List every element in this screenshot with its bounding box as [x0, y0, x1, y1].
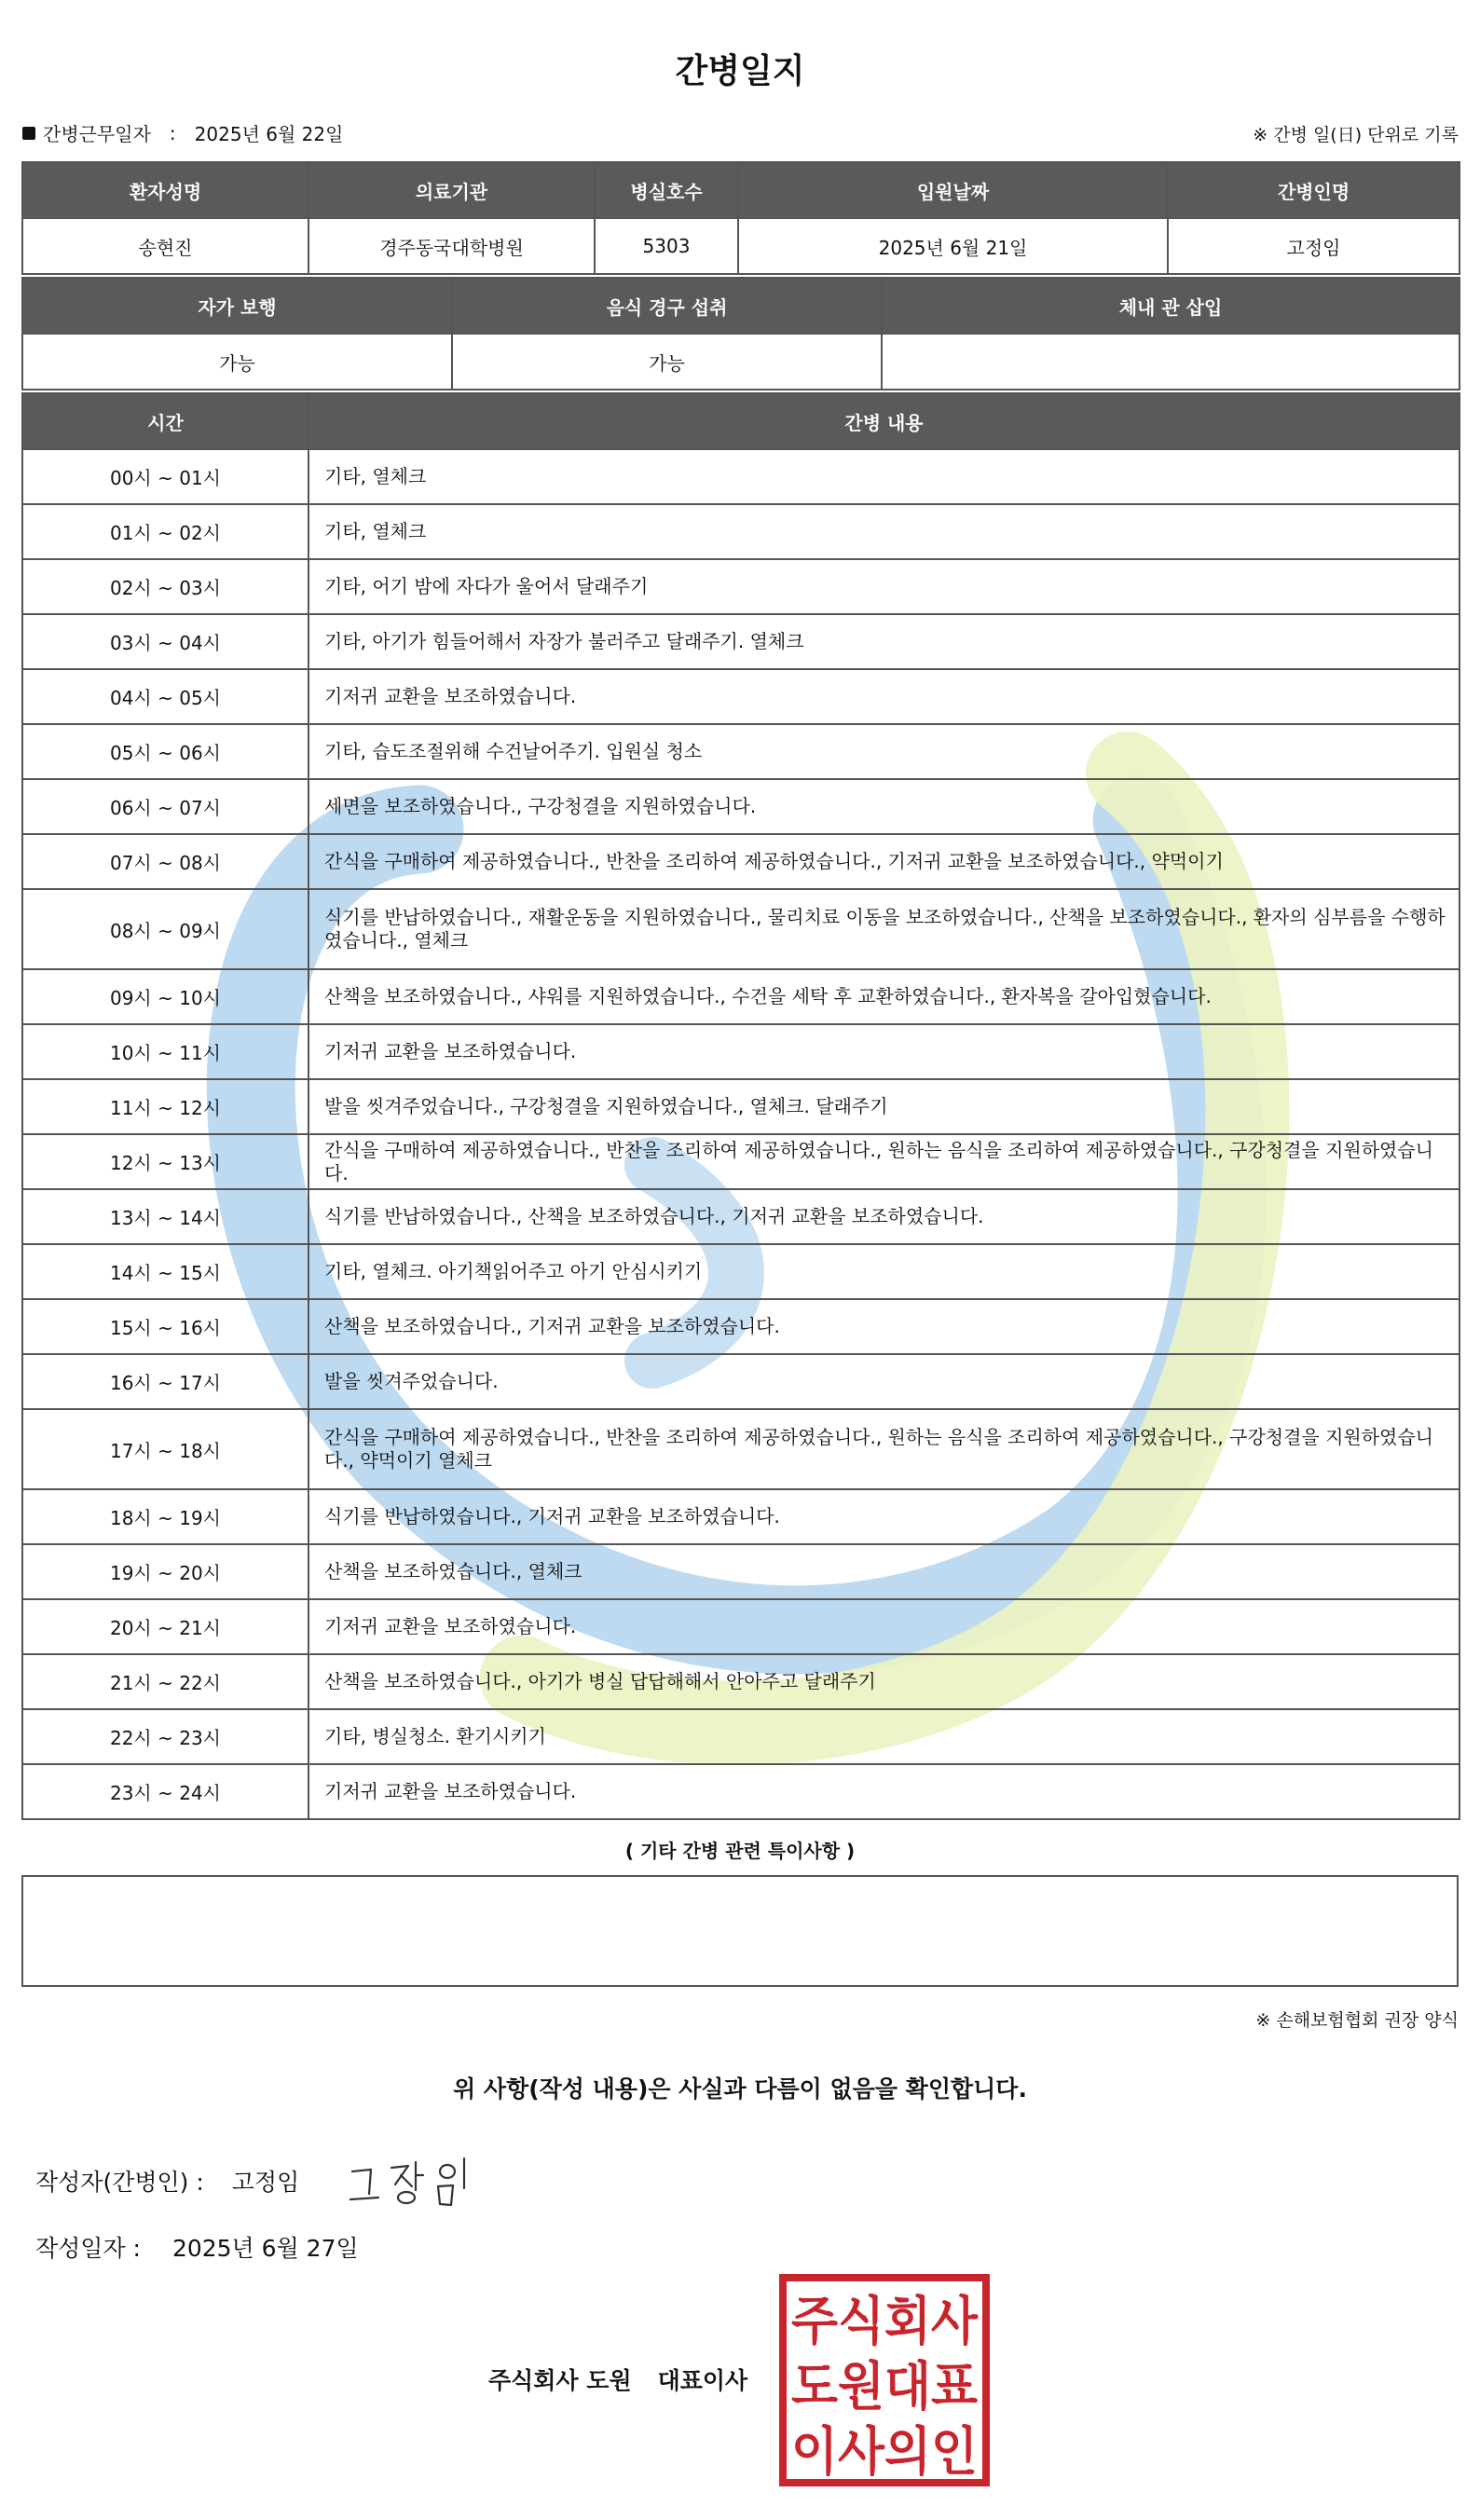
log-content: 기타, 습도조절위해 수건날어주기. 입원실 청소 — [308, 724, 1459, 779]
header-room-number: 병실호수 — [595, 162, 738, 218]
log-time: 07시 ~ 08시 — [22, 834, 308, 889]
writer-label: 작성자(간병인) : — [35, 2169, 204, 2196]
header-caregiver-name: 간병인명 — [1168, 162, 1459, 218]
company-name: 주식회사 도원 — [488, 2367, 632, 2394]
log-content: 기타, 열체크 — [308, 449, 1459, 504]
other-notes-title: ( 기타 간병 관련 특이사항 ) — [624, 1840, 856, 1862]
log-time: 09시 ~ 10시 — [22, 969, 308, 1024]
log-time: 16시 ~ 17시 — [22, 1354, 308, 1409]
log-time: 03시 ~ 04시 — [22, 614, 308, 669]
care-log-table — [21, 392, 1460, 1820]
log-content: 식기를 반납하였습니다., 기저귀 교환을 보조하였습니다. — [308, 1489, 1459, 1544]
header-time: 시간 — [22, 393, 308, 449]
header-tube-insertion: 체내 관 삽입 — [882, 278, 1459, 334]
log-content: 산책을 보조하였습니다., 아기가 병실 답답해해서 안아주고 달래주기 — [308, 1654, 1459, 1709]
log-content: 식기를 반납하였습니다., 산책을 보조하였습니다., 기저귀 교환을 보조하였습니다. — [308, 1189, 1459, 1244]
writer-row — [35, 2164, 299, 2198]
log-content: 간식을 구매하여 제공하였습니다., 반찬을 조리하여 제공하였습니다., 원하는 음식을 조리하여 제공하였습니다., 구강청결을 지원하였습니다., 약먹이기 열체크 — [308, 1409, 1459, 1489]
header-self-walking: 자가 보행 — [22, 278, 452, 334]
other-notes-box — [21, 1875, 1459, 1987]
log-content: 기저귀 교환을 보조하였습니다. — [308, 1764, 1459, 1819]
header-patient-name: 환자성명 — [22, 162, 308, 218]
unit-note: ※ 간병 일(日) 단위로 기록 — [1253, 125, 1459, 145]
log-time: 06시 ~ 07시 — [22, 779, 308, 834]
header-care-content: 간병 내용 — [308, 393, 1459, 449]
log-content: 산책을 보조하였습니다., 열체크 — [308, 1544, 1459, 1599]
log-time: 20시 ~ 21시 — [22, 1599, 308, 1654]
log-content: 산책을 보조하였습니다., 샤워를 지원하였습니다., 수건을 세탁 후 교환하였습니다., 환자복을 갈아입혔습니다. — [308, 969, 1459, 1024]
log-time: 17시 ~ 18시 — [22, 1409, 308, 1489]
room-number: 5303 — [595, 218, 738, 274]
log-time: 21시 ~ 22시 — [22, 1654, 308, 1709]
bullet-square-icon — [22, 127, 35, 140]
patient-name: 송현진 — [22, 218, 308, 274]
header-admission-date: 입원날짜 — [738, 162, 1168, 218]
log-content: 기타, 아기가 힘들어해서 자장가 불러주고 달래주기. 열체크 — [308, 614, 1459, 669]
tube-insertion-value — [882, 334, 1459, 390]
log-time: 04시 ~ 05시 — [22, 669, 308, 724]
standard-form-note: ※ 손해보험협회 권장 양식 — [1255, 2010, 1459, 2031]
work-date-separator: : — [169, 121, 176, 144]
page-title: 간병일지 — [675, 52, 805, 90]
log-time: 23시 ~ 24시 — [22, 1764, 308, 1819]
patient-info-table — [21, 161, 1460, 275]
caregiver-name: 고정임 — [1168, 218, 1459, 274]
self-walking-value: 가능 — [22, 334, 452, 390]
oral-intake-value: 가능 — [452, 334, 882, 390]
svg-text:도원대표: 도원대표 — [791, 2357, 978, 2417]
hospital-name: 경주동국대학병원 — [308, 218, 595, 274]
log-time: 08시 ~ 09시 — [22, 889, 308, 969]
log-content: 간식을 구매하여 제공하였습니다., 반찬을 조리하여 제공하였습니다., 기저귀 교환을 보조하였습니다., 약먹이기 — [308, 834, 1459, 889]
log-time: 22시 ~ 23시 — [22, 1709, 308, 1764]
log-content: 기저귀 교환을 보조하였습니다. — [308, 1599, 1459, 1654]
log-time: 00시 ~ 01시 — [22, 449, 308, 504]
log-time: 19시 ~ 20시 — [22, 1544, 308, 1599]
header-oral-intake: 음식 경구 섭취 — [452, 278, 882, 334]
log-content: 기타, 어기 밤에 자다가 울어서 달래주기 — [308, 559, 1459, 614]
written-date-value: 2025년 6월 27일 — [171, 2235, 359, 2262]
patient-status-table — [21, 277, 1460, 390]
svg-text:이사의인: 이사의인 — [791, 2422, 978, 2483]
log-content: 산책을 보조하였습니다., 기저귀 교환을 보조하였습니다. — [308, 1299, 1459, 1354]
log-time: 02시 ~ 03시 — [22, 559, 308, 614]
log-content: 발을 씻겨주었습니다. — [308, 1354, 1459, 1409]
header-hospital: 의료기관 — [308, 162, 595, 218]
log-content: 세면을 보조하였습니다., 구강청결을 지원하였습니다. — [308, 779, 1459, 834]
log-content: 기저귀 교환을 보조하였습니다. — [308, 669, 1459, 724]
log-content: 기저귀 교환을 보조하였습니다. — [308, 1024, 1459, 1079]
svg-text:주식회사: 주식회사 — [791, 2292, 979, 2352]
confirmation-statement: 위 사항(작성 내용)은 사실과 다름이 없음을 확인합니다. — [453, 2075, 1027, 2102]
written-date-row — [35, 2230, 359, 2264]
log-time: 11시 ~ 12시 — [22, 1079, 308, 1134]
log-time: 01시 ~ 02시 — [22, 504, 308, 559]
work-date-row — [22, 119, 343, 146]
log-content: 기타, 열체크. 아기책읽어주고 아기 안심시키기 — [308, 1244, 1459, 1299]
writer-name: 고정임 — [231, 2169, 300, 2196]
log-content: 발을 씻겨주었습니다., 구강청결을 지원하였습니다., 열체크. 달래주기 — [308, 1079, 1459, 1134]
work-date-label: 간병근무일자 — [43, 123, 151, 145]
log-time: 10시 ~ 11시 — [22, 1024, 308, 1079]
handwritten-signature — [347, 2151, 486, 2211]
work-date-value: 2025년 6월 22일 — [194, 123, 344, 145]
log-content: 식기를 반납하였습니다., 재활운동을 지원하였습니다., 물리치료 이동을 보조하였습니다., 산책을 보조하였습니다., 환자의 심부름을 수행하였습니다., 열체크 — [308, 889, 1459, 969]
representative-title: 대표이사 — [657, 2367, 748, 2394]
log-time: 15시 ~ 16시 — [22, 1299, 308, 1354]
log-time: 05시 ~ 06시 — [22, 724, 308, 779]
log-time: 13시 ~ 14시 — [22, 1189, 308, 1244]
company-seal-stamp — [779, 2274, 990, 2486]
admission-date: 2025년 6월 21일 — [738, 218, 1168, 274]
log-time: 18시 ~ 19시 — [22, 1489, 308, 1544]
written-date-label: 작성일자 : — [35, 2235, 141, 2262]
log-time: 14시 ~ 15시 — [22, 1244, 308, 1299]
company-signoff — [488, 2362, 747, 2396]
log-time: 12시 ~ 13시 — [22, 1134, 308, 1189]
log-content: 간식을 구매하여 제공하였습니다., 반찬을 조리하여 제공하였습니다., 원하는 음식을 조리하여 제공하였습니다., 구강청결을 지원하였습니다. — [308, 1134, 1459, 1189]
log-content: 기타, 병실청소. 환기시키기 — [308, 1709, 1459, 1764]
log-content: 기타, 열체크 — [308, 504, 1459, 559]
